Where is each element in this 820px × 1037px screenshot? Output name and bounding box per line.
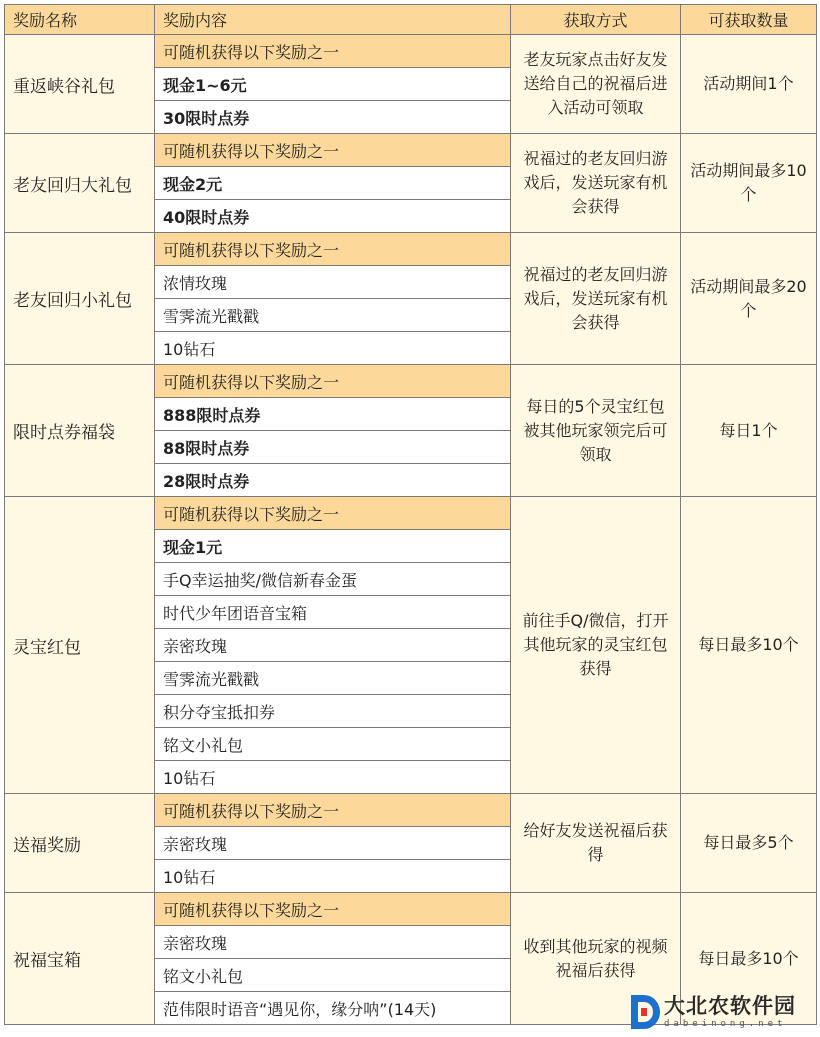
obtainable-quantity-cell: 每日最多10个 xyxy=(681,497,817,794)
obtain-method-cell: 每日的5个灵宝红包被其他玩家领完后可领取 xyxy=(511,365,681,497)
reward-content-item: 亲密玫瑰 xyxy=(155,629,511,662)
reward-content-heading: 可随机获得以下奖励之一 xyxy=(155,497,511,530)
reward-content-heading: 可随机获得以下奖励之一 xyxy=(155,893,511,926)
reward-name-cell: 祝福宝箱 xyxy=(5,893,155,1025)
reward-content-item: 雪霁流光戳戳 xyxy=(155,662,511,695)
header-reward-content: 奖励内容 xyxy=(155,5,511,35)
site-logo-icon xyxy=(628,992,660,1032)
table-row xyxy=(5,365,817,398)
reward-content-item: 积分夺宝抵扣券 xyxy=(155,695,511,728)
table-row xyxy=(5,893,817,926)
obtain-method-cell: 老友玩家点击好友发送给自己的祝福后进入活动可领取 xyxy=(511,35,681,134)
reward-content-item: 时代少年团语音宝箱 xyxy=(155,596,511,629)
reward-content-heading: 可随机获得以下奖励之一 xyxy=(155,233,511,266)
reward-content-item: 亲密玫瑰 xyxy=(155,827,511,860)
watermark-subtitle: dabeinong.net xyxy=(664,1019,787,1029)
reward-name-cell: 限时点券福袋 xyxy=(5,365,155,497)
reward-name-cell: 灵宝红包 xyxy=(5,497,155,794)
reward-content-item: 浓情玫瑰 xyxy=(155,266,511,299)
rewards-table xyxy=(4,4,817,1025)
reward-name-cell: 送福奖励 xyxy=(5,794,155,893)
obtainable-quantity-cell: 活动期间1个 xyxy=(681,35,817,134)
reward-content-heading: 可随机获得以下奖励之一 xyxy=(155,134,511,167)
reward-content-item: 30限时点券 xyxy=(155,101,511,134)
header-obtain-method: 获取方式 xyxy=(511,5,681,35)
reward-content-item: 888限时点券 xyxy=(155,398,511,431)
reward-content-item: 亲密玫瑰 xyxy=(155,926,511,959)
reward-content-item: 现金2元 xyxy=(155,167,511,200)
table-row xyxy=(5,794,817,827)
site-watermark xyxy=(628,990,814,1034)
reward-content-item: 铭文小礼包 xyxy=(155,728,511,761)
reward-content-item: 铭文小礼包 xyxy=(155,959,511,992)
reward-content-item: 28限时点券 xyxy=(155,464,511,497)
header-row xyxy=(5,5,817,35)
obtainable-quantity-cell: 每日1个 xyxy=(681,365,817,497)
watermark-title: 大北农软件园 xyxy=(664,993,796,1018)
reward-content-item: 88限时点券 xyxy=(155,431,511,464)
reward-name-cell: 老友回归小礼包 xyxy=(5,233,155,365)
reward-content-item: 范伟限时语音“遇见你，缘分呐”(14天) xyxy=(155,992,511,1025)
obtainable-quantity-cell: 活动期间最多20个 xyxy=(681,233,817,365)
reward-content-heading: 可随机获得以下奖励之一 xyxy=(155,35,511,68)
table-row xyxy=(5,497,817,530)
reward-content-item: 手Q幸运抽奖/微信新春金蛋 xyxy=(155,563,511,596)
reward-content-item: 10钻石 xyxy=(155,332,511,365)
table-row xyxy=(5,35,817,68)
obtainable-quantity-cell: 活动期间最多10个 xyxy=(681,134,817,233)
obtainable-quantity-cell: 每日最多10个 xyxy=(681,893,817,1025)
reward-name-cell: 老友回归大礼包 xyxy=(5,134,155,233)
table-row xyxy=(5,134,817,167)
obtain-method-cell: 前往手Q/微信，打开其他玩家的灵宝红包获得 xyxy=(511,497,681,794)
reward-content-item: 40限时点券 xyxy=(155,200,511,233)
obtainable-quantity-cell: 每日最多5个 xyxy=(681,794,817,893)
reward-content-heading: 可随机获得以下奖励之一 xyxy=(155,365,511,398)
obtain-method-cell: 给好友发送祝福后获得 xyxy=(511,794,681,893)
reward-content-item: 10钻石 xyxy=(155,860,511,893)
reward-content-item: 雪霁流光戳戳 xyxy=(155,299,511,332)
header-obtainable-quantity: 可获取数量 xyxy=(681,5,817,35)
reward-content-item: 10钻石 xyxy=(155,761,511,794)
obtain-method-cell: 祝福过的老友回归游戏后，发送玩家有机会获得 xyxy=(511,134,681,233)
obtain-method-cell: 祝福过的老友回归游戏后，发送玩家有机会获得 xyxy=(511,233,681,365)
reward-content-item: 现金1元 xyxy=(155,530,511,563)
header-reward-name: 奖励名称 xyxy=(5,5,155,35)
reward-name-cell: 重返峡谷礼包 xyxy=(5,35,155,134)
reward-content-item: 现金1~6元 xyxy=(155,68,511,101)
table-row xyxy=(5,233,817,266)
reward-content-heading: 可随机获得以下奖励之一 xyxy=(155,794,511,827)
obtain-method-cell: 收到其他玩家的视频祝福后获得 xyxy=(511,893,681,1025)
